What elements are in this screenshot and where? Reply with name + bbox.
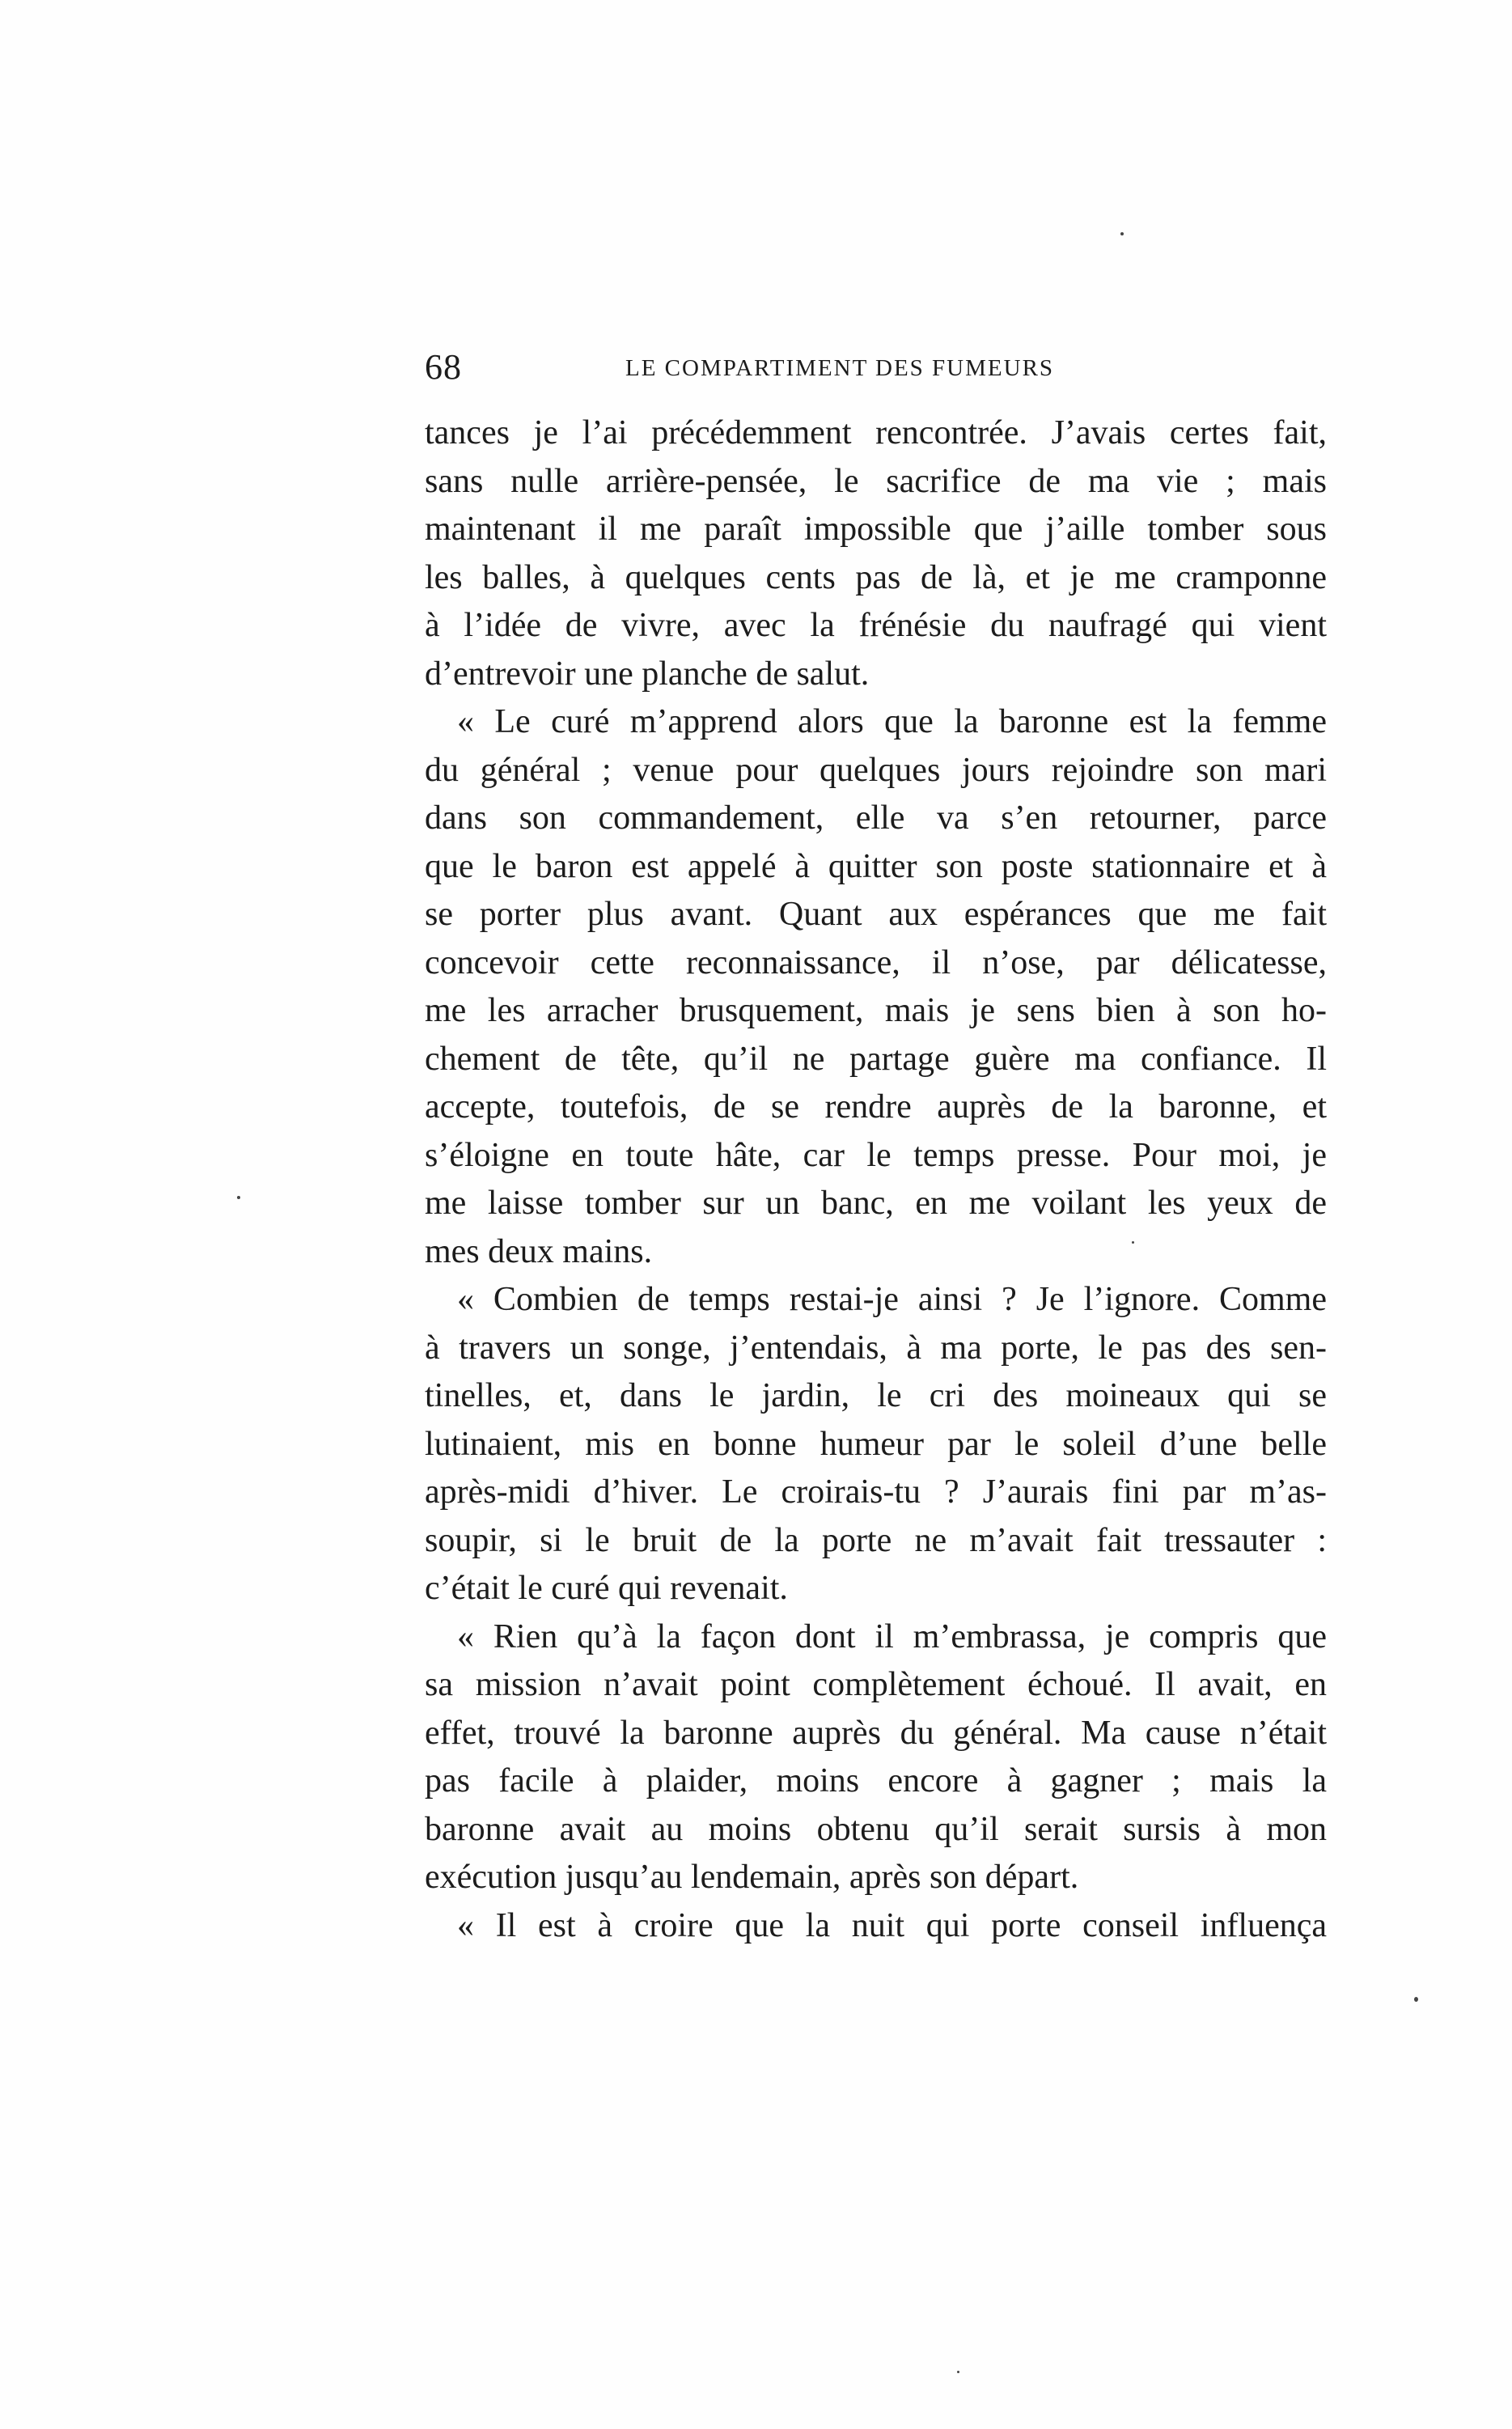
paper-speck — [1414, 1997, 1418, 2002]
running-title: LE COMPARTIMENT DES FUMEURS — [625, 355, 1055, 381]
text-line: me laisse tomber sur un banc, en me voilant les yeux de — [425, 1185, 1327, 1222]
text-line: chement de tête, qu’il ne partage guère ma confiance. Il — [425, 1040, 1327, 1078]
text-line: mes deux mains. — [425, 1232, 653, 1270]
paper-speck — [1120, 232, 1124, 235]
text-line: c’était le curé qui revenait. — [425, 1570, 788, 1607]
text-line: que le baron est appelé à quitter son poste stationnaire et à — [425, 847, 1327, 885]
text-line: s’éloigne en toute hâte, car le temps presse. Pour moi, je — [425, 1136, 1327, 1174]
text-line: « Rien qu’à la façon dont il m’embrassa, je compris que — [457, 1617, 1327, 1655]
paper-speck — [957, 2371, 959, 2373]
text-line: lutinaient, mis en bonne humeur par le soleil d’une belle — [425, 1425, 1327, 1463]
body-text — [425, 409, 1327, 1950]
text-line: maintenant il me paraît impossible que j’aille tomber sous — [425, 511, 1327, 548]
text-line: les balles, à quelques cents pas de là, et je me cramponne — [425, 558, 1327, 596]
paper-speck — [1132, 1241, 1134, 1244]
text-line: à travers un songe, j’entendais, à ma porte, le pas des sen- — [425, 1329, 1327, 1367]
text-line: à l’idée de vivre, avec la frénésie du naufragé qui vient — [425, 607, 1327, 644]
text-line: tinelles, et, dans le jardin, le cri des moineaux qui se — [425, 1377, 1327, 1414]
text-line: accepte, toutefois, de se rendre auprès de la baronne, et — [425, 1088, 1327, 1125]
text-line: me les arracher brusquement, mais je sens bien à son ho- — [425, 992, 1327, 1029]
text-line: sans nulle arrière-pensée, le sacrifice de ma vie ; mais — [425, 462, 1327, 500]
text-line: dans son commandement, elle va s’en retourner, parce — [425, 799, 1327, 837]
text-line: pas facile à plaider, moins encore à gagner ; mais la — [425, 1762, 1327, 1799]
text-line: « Combien de temps restai-je ainsi ? Je l’ignore. Comme — [457, 1281, 1327, 1318]
text-line: du général ; venue pour quelques jours rejoindre son mari — [425, 751, 1327, 789]
paper-speck — [237, 1196, 240, 1199]
text-line: « Le curé m’apprend alors que la baronne est la femme — [457, 703, 1327, 740]
page-number: 68 — [425, 347, 462, 387]
text-line: exécution jusqu’au lendemain, après son départ. — [425, 1859, 1079, 1896]
text-line: après-midi d’hiver. Le croirais-tu ? J’aurais fini par m’as- — [425, 1473, 1327, 1511]
text-line: se porter plus avant. Quant aux espérances que me fait — [425, 896, 1327, 933]
text-line: effet, trouvé la baronne auprès du général. Ma cause n’était — [425, 1714, 1327, 1752]
text-line: sa mission n’avait point complètement échoué. Il avait, en — [425, 1666, 1327, 1703]
text-line: baronne avait au moins obtenu qu’il serait sursis à mon — [425, 1810, 1327, 1848]
text-line: concevoir cette reconnaissance, il n’ose, par délicatesse, — [425, 943, 1327, 981]
text-line: « Il est à croire que la nuit qui porte conseil influença — [457, 1906, 1327, 1944]
text-line: tances je l’ai précédemment rencontrée. J’avais certes fait, — [425, 414, 1327, 451]
text-line: soupir, si le bruit de la porte ne m’avait fait tressauter : — [425, 1521, 1327, 1559]
text-line: d’entrevoir une planche de salut. — [425, 655, 870, 693]
page-header — [425, 343, 1092, 392]
